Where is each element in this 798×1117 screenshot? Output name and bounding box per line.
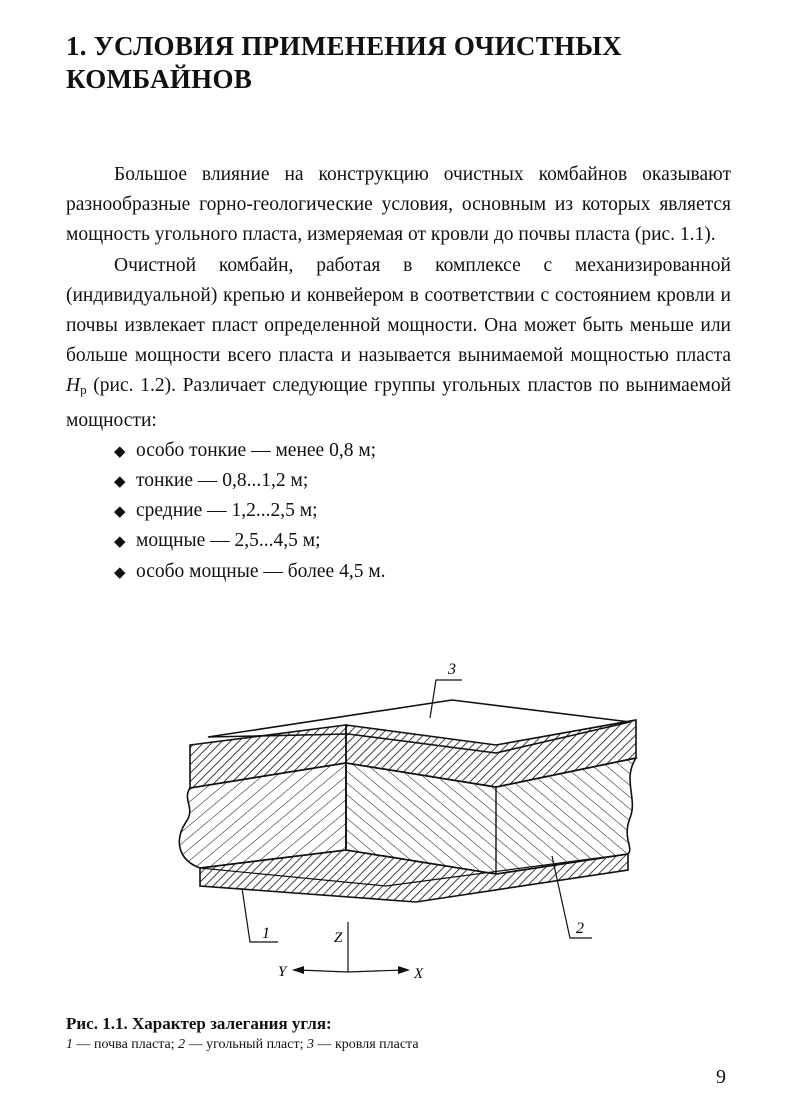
- x-axis-arrow-icon: [398, 966, 410, 974]
- list-item: [114, 557, 731, 587]
- paragraph-2: [66, 251, 731, 436]
- legend-num-2: 2: [178, 1037, 186, 1052]
- list-item-text: мощные — 2,5...4,5 м;: [136, 530, 321, 552]
- list-item: [114, 436, 731, 466]
- legend-text-2: — угольный пласт;: [185, 1037, 307, 1052]
- diamond-bullet-icon: ◆: [114, 443, 126, 460]
- axis-y-label: Y: [278, 964, 287, 980]
- y-axis: [298, 970, 348, 972]
- list-item: [114, 466, 731, 496]
- diamond-bullet-icon: ◆: [114, 504, 126, 521]
- seam-thickness-list: [66, 436, 731, 587]
- x-axis: [348, 970, 404, 972]
- legend-num-1: 1: [66, 1037, 73, 1052]
- page-number: 9: [716, 1066, 726, 1088]
- list-item: [114, 496, 731, 526]
- thickness-symbol-subscript: р: [80, 382, 87, 398]
- paragraph-2-text-b: (рис. 1.2). Различает следующие группы угольных пластов по вынимаемой мощности:: [66, 375, 731, 431]
- paragraph-1: Большое влияние на конструкцию очистных комбайнов оказывают разнообразные горно-геологические условия, основным из которых является мощность угольного пласта, измеряемая от кровли до почвы пласта (рис. 1.1).: [66, 164, 731, 246]
- diamond-bullet-icon: ◆: [114, 564, 126, 581]
- coal-seam-figure: [160, 650, 640, 990]
- legend-text-1: — почва пласта;: [73, 1037, 179, 1052]
- list-item-text: особо тонкие — менее 0,8 м;: [136, 439, 377, 461]
- axis-z-label: Z: [334, 930, 343, 946]
- thickness-symbol: H: [66, 375, 81, 397]
- diamond-bullet-icon: ◆: [114, 474, 126, 491]
- figure-label-2: 2: [576, 920, 584, 937]
- y-axis-arrow-icon: [292, 966, 304, 974]
- diamond-bullet-icon: ◆: [114, 534, 126, 551]
- section-heading-line-1: 1. УСЛОВИЯ ПРИМЕНЕНИЯ ОЧИСТНЫХ: [66, 31, 622, 61]
- list-item-text: средние — 1,2...2,5 м;: [136, 500, 318, 522]
- section-heading: [66, 30, 746, 96]
- axis-x-label: X: [414, 966, 424, 982]
- caption-legend: [66, 1035, 746, 1055]
- section-heading-line-2: КОМБАЙНОВ: [66, 64, 253, 94]
- list-item-text: особо мощные — более 4,5 м.: [136, 560, 386, 582]
- legend-text-3: — кровля пласта: [314, 1037, 419, 1052]
- figure-caption: [66, 1013, 746, 1055]
- list-item-text: тонкие — 0,8...1,2 м;: [136, 470, 309, 492]
- figure-label-3: 3: [448, 661, 456, 678]
- caption-title: Рис. 1.1. Характер залегания угля:: [66, 1014, 332, 1033]
- label-1-leader: [242, 888, 278, 942]
- figure-label-1: 1: [262, 925, 270, 942]
- paragraph-2-text-a: Очистной комбайн, работая в комплексе с механизированной (индивидуальной) крепью и конвейером в соответствии с состоянием кровли и почвы извлекает пласт определенной мощности. Она может быть меньше или больше мощности всего пласта и называется вынимаемой мощностью пласта: [66, 254, 731, 367]
- body-text: [66, 160, 731, 587]
- legend-num-3: 3: [307, 1037, 314, 1052]
- list-item: [114, 526, 731, 556]
